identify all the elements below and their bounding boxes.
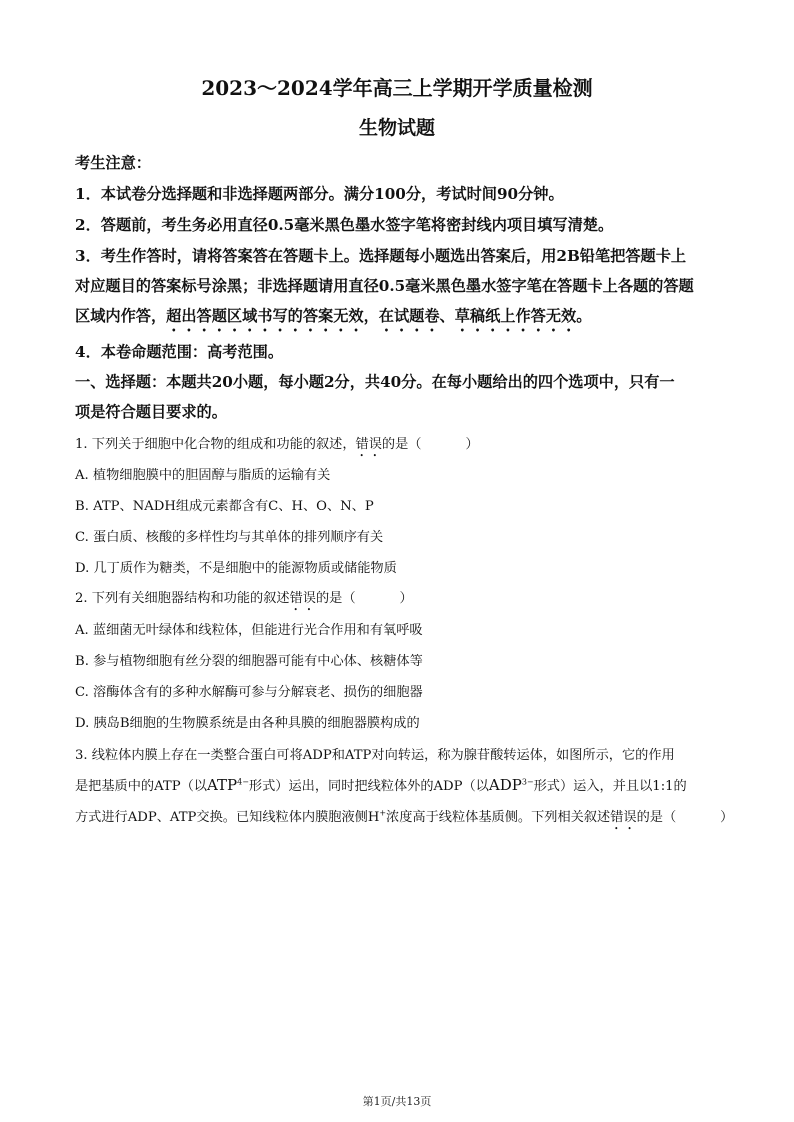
stem-text: ）: [465, 437, 479, 452]
stem-text: 的是（: [636, 810, 677, 825]
question-1-option-c: C. 蛋白质、核酸的多样性均与其单体的排列顺序有关: [75, 530, 384, 545]
emphasis-text: 错误: [355, 437, 382, 452]
question-3-line-2: [75, 775, 725, 794]
question-1-option-b: B. ATP、NADH组成元素都含有C、H、O、N、P: [75, 499, 374, 514]
exam-subtitle: 生物试题: [358, 117, 435, 139]
atp-formula: ATP: [206, 776, 238, 794]
notice-text: 。: [576, 307, 592, 325]
section-heading-line-1: 一、选择题：本题共20小题，每小题2分，共40分。在每小题给出的四个选项中，只有一: [75, 373, 675, 391]
stem-text: 方式进行ADP、ATP交换。已知线粒体内膜胞液侧H: [75, 810, 380, 825]
stem-text: 浓度高于线粒体基质侧。下列相关叙述: [386, 810, 611, 825]
notice-text: 区域内作答，: [75, 307, 167, 325]
question-3-line-3: [75, 806, 734, 833]
section-heading-line-2: 项是符合题目要求的。: [75, 403, 227, 421]
notice-item-2: 2．答题前，考生务必用直径0.5毫米黑色墨水签字笔将密封线内项目填写清楚。: [75, 216, 614, 234]
adp-formula: ADP: [488, 776, 522, 794]
stem-text: 的是（: [315, 591, 356, 606]
notice-item-1: 1．本试卷分选择题和非选择题两部分。满分100分，考试时间90分钟。: [75, 185, 564, 203]
notice-text: ，: [363, 307, 379, 325]
emphasis-text: 错误: [610, 810, 637, 825]
stem-text: 是把基质中的ATP（以: [75, 779, 207, 794]
stem-text: 形式）运入，并且以1:1的: [533, 779, 687, 794]
stem-text: 2. 下列有关细胞器结构和功能的叙述: [75, 591, 290, 606]
emphasis-text: 在试题卷、草稿纸上作答无效: [378, 307, 577, 325]
notice-heading: 考生注意：: [75, 154, 151, 172]
notice-item-3-line-3: [75, 305, 725, 335]
question-2-option-b: B. 参与植物细胞有丝分裂的细胞器可能有中心体、核糖体等: [75, 654, 423, 669]
notice-item-3-line-2: 对应题目的答案标号涂黑；非选择题请用直径0.5毫米黑色墨水签字笔在答题卡上各题的答题: [75, 277, 694, 295]
question-2-option-a: A. 蓝细菌无叶绿体和线粒体，但能进行光合作用和有氧呼吸: [75, 623, 423, 638]
emphasis-text: 超出答题区域书写的答案无效: [166, 307, 364, 325]
question-2-option-d: D. 胰岛B细胞的生物膜系统是由各种具膜的细胞器膜构成的: [75, 716, 420, 731]
exam-title: 2023～2024学年高三上学期开学质量检测: [201, 76, 593, 100]
h-charge: +: [379, 808, 387, 818]
question-2-option-c: C. 溶酶体含有的多种水解酶可参与分解衰老、损伤的细胞器: [75, 685, 423, 700]
page-number: 第1页/共13页: [362, 1095, 432, 1108]
stem-text: ）: [720, 810, 734, 825]
question-1-stem: [75, 433, 725, 460]
stem-text: 的是（: [381, 437, 422, 452]
notice-item-3-line-1: 3．考生作答时，请将答案答在答题卡上。选择题每小题选出答案后，用2B铅笔把答题卡上: [75, 247, 687, 265]
stem-text: 1. 下列关于细胞中化合物的组成和功能的叙述，: [75, 437, 356, 452]
stem-text: ）: [399, 591, 413, 606]
notice-item-4: 4．本卷命题范围：高考范围。: [75, 343, 284, 361]
question-1-option-d: D. 几丁质作为糖类，不是细胞中的能源物质或储能物质: [75, 561, 397, 576]
atp-charge: 4−: [237, 777, 249, 787]
adp-charge: 3−: [521, 777, 534, 787]
question-2-stem: [75, 587, 725, 614]
question-1-option-a: A. 植物细胞膜中的胆固醇与脂质的运输有关: [75, 468, 331, 483]
question-3-line-1: 3. 线粒体内膜上存在一类整合蛋白可将ADP和ATP对向转运，称为腺苷酸转运体，如图所示，它的作用: [75, 748, 675, 763]
emphasis-text: 错误: [289, 591, 316, 606]
stem-text: 形式）运出，同时把线粒体外的ADP（以: [248, 779, 489, 794]
